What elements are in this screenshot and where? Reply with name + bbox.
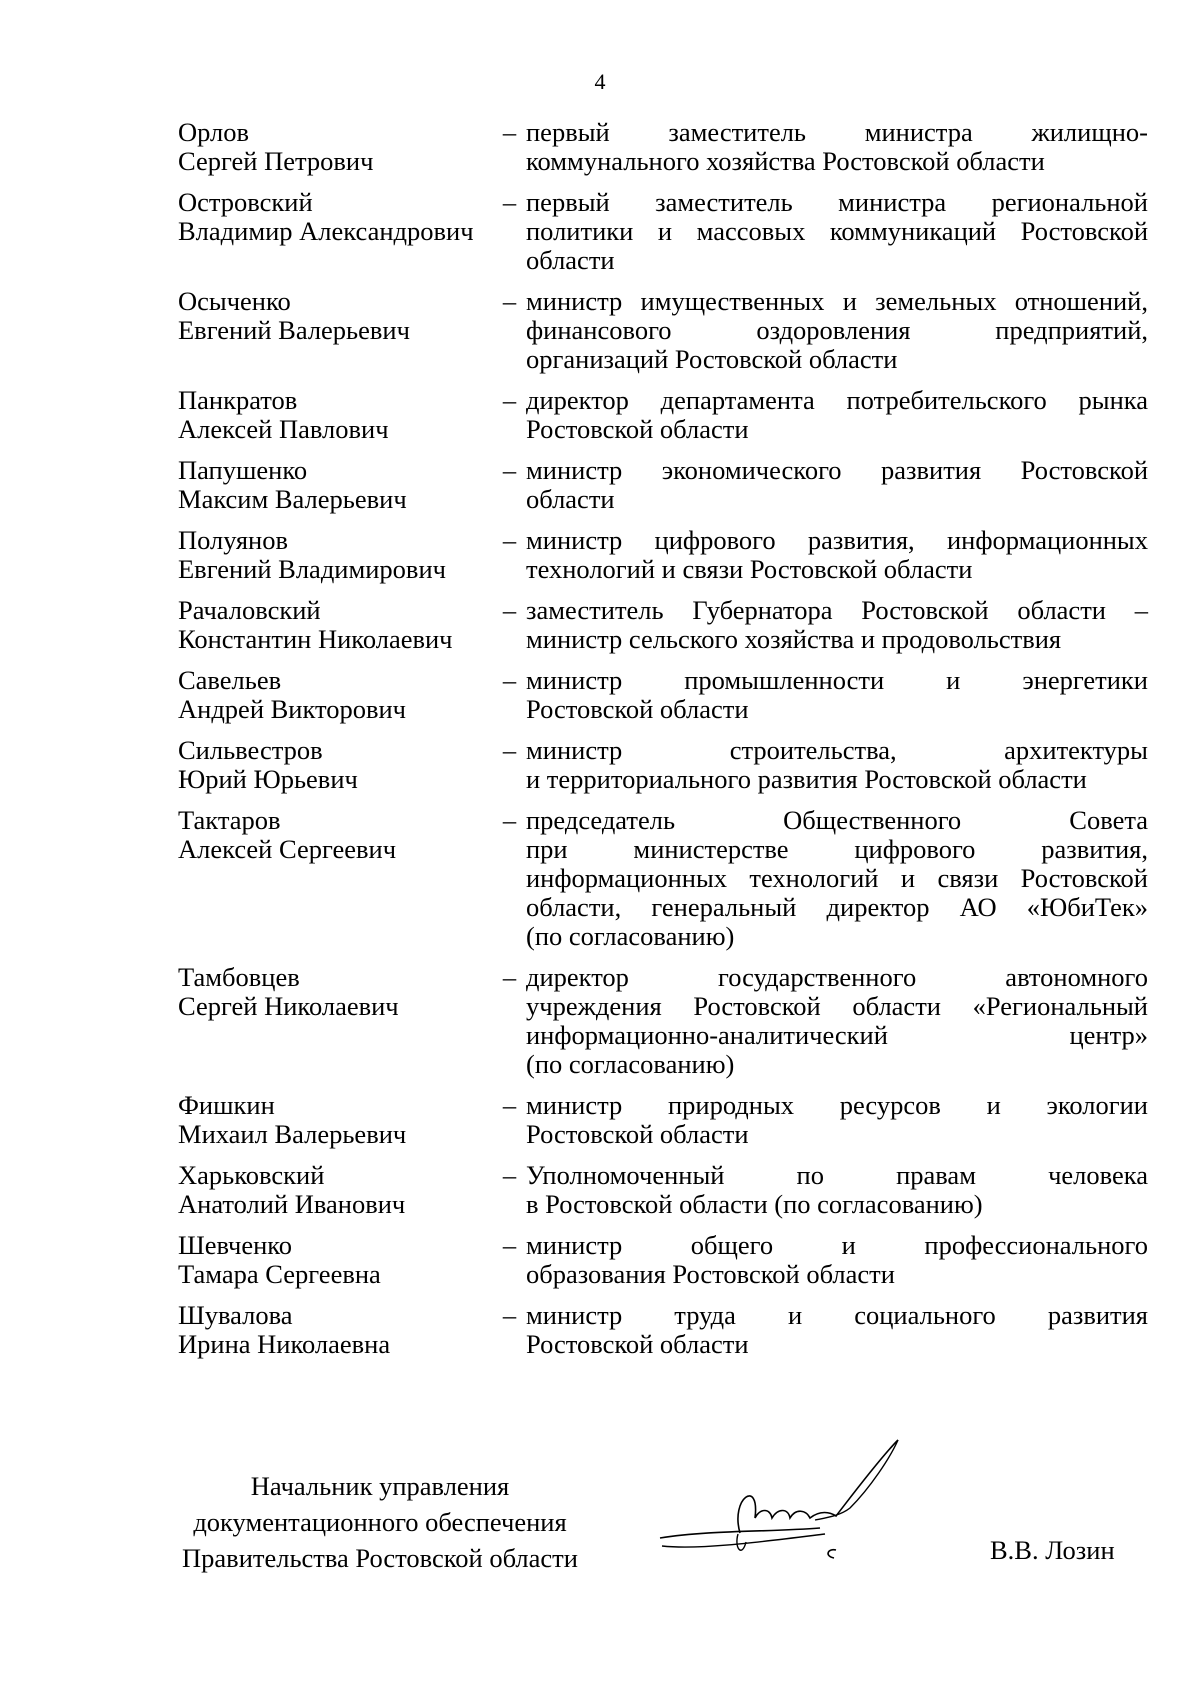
- member-row: [178, 386, 1148, 444]
- member-position-line: министр экономического развития Ростовской: [526, 455, 1148, 485]
- member-row: [178, 963, 1148, 1079]
- member-name: [178, 963, 493, 1079]
- member-surname: Папушенко: [178, 455, 308, 485]
- member-given-names: Евгений Владимирович: [178, 554, 446, 584]
- member-dash: –: [502, 1160, 517, 1190]
- member-position-line: области: [526, 484, 615, 514]
- member-position-line: директор департамента потребительского рынка: [526, 385, 1148, 415]
- member-position-line: министр имущественных и земельных отношений,: [526, 286, 1148, 316]
- member-position-line: Ростовской области: [526, 1329, 749, 1359]
- member-dash: –: [502, 665, 517, 695]
- member-position: [526, 1231, 1148, 1289]
- member-given-names: Владимир Александрович: [178, 216, 474, 246]
- member-dash: –: [502, 1300, 517, 1330]
- member-position: [526, 1161, 1148, 1219]
- member-given-names: Тамара Сергеевна: [178, 1259, 381, 1289]
- member-dash: –: [502, 525, 517, 555]
- member-given-names: Сергей Николаевич: [178, 991, 399, 1021]
- member-surname: Харьковский: [178, 1160, 325, 1190]
- member-dash: –: [502, 1230, 517, 1260]
- member-row: [178, 736, 1148, 794]
- member-name: [178, 806, 493, 951]
- signatory-title-line: Правительства Ростовской области: [182, 1543, 578, 1573]
- handwritten-signature: [650, 1438, 910, 1578]
- member-position-line: организаций Ростовской области: [526, 344, 898, 374]
- member-row: [178, 456, 1148, 514]
- member-row: [178, 526, 1148, 584]
- member-position: [526, 806, 1148, 951]
- member-position-line: коммунального хозяйства Ростовской области: [526, 146, 1045, 176]
- member-position-line: заместитель Губернатора Ростовской области –: [526, 595, 1148, 625]
- member-position-line: образования Ростовской области: [526, 1259, 895, 1289]
- member-surname: Полуянов: [178, 525, 288, 555]
- signatory-name: В.В. Лозин: [990, 1535, 1115, 1565]
- member-surname: Рачаловский: [178, 595, 321, 625]
- member-surname: Сильвестров: [178, 735, 323, 765]
- member-position-line: политики и массовых коммуникаций Ростовской: [526, 216, 1148, 246]
- member-position: [526, 118, 1148, 176]
- member-row: [178, 287, 1148, 374]
- member-position-line: директор государственного автономного: [526, 962, 1148, 992]
- member-dash: –: [502, 805, 517, 835]
- member-dash: –: [502, 962, 517, 992]
- member-position-line: Ростовской области: [526, 694, 749, 724]
- member-position-line: (по согласованию): [526, 921, 735, 951]
- member-position-line: первый заместитель министра жилищно-: [526, 117, 1148, 147]
- member-position: [526, 736, 1148, 794]
- member-surname: Осыченко: [178, 286, 291, 316]
- member-dash: –: [502, 735, 517, 765]
- member-position: [526, 526, 1148, 584]
- signatory-title: [160, 1468, 600, 1576]
- member-position-line: области, генеральный директор АО «ЮбиТек»: [526, 892, 1148, 922]
- member-position: [526, 456, 1148, 514]
- member-position-line: Уполномоченный по правам человека: [526, 1160, 1148, 1190]
- member-name: [178, 1231, 493, 1289]
- member-name: [178, 287, 493, 374]
- member-dash: –: [502, 117, 517, 147]
- member-given-names: Анатолий Иванович: [178, 1189, 406, 1219]
- member-position-line: в Ростовской области (по согласованию): [526, 1189, 983, 1219]
- member-surname: Тамбовцев: [178, 962, 300, 992]
- member-position-line: финансового оздоровления предприятий,: [526, 315, 1148, 345]
- member-name: [178, 1091, 493, 1149]
- member-row: [178, 806, 1148, 951]
- member-name: [178, 188, 493, 275]
- signatory-title-line: документационного обеспечения: [193, 1507, 567, 1537]
- member-position-line: при министерстве цифрового развития,: [526, 834, 1148, 864]
- member-given-names: Алексей Павлович: [178, 414, 389, 444]
- member-surname: Фишкин: [178, 1090, 275, 1120]
- member-name: [178, 1301, 493, 1359]
- member-surname: Шевченко: [178, 1230, 293, 1260]
- member-surname: Шувалова: [178, 1300, 293, 1330]
- member-dash: –: [502, 455, 517, 485]
- member-position-line: министр строительства, архитектуры: [526, 735, 1148, 765]
- member-surname: Тактаров: [178, 805, 281, 835]
- member-dash: –: [502, 187, 517, 217]
- member-given-names: Евгений Валерьевич: [178, 315, 410, 345]
- member-name: [178, 526, 493, 584]
- member-row: [178, 1161, 1148, 1219]
- member-row: [178, 596, 1148, 654]
- member-row: [178, 666, 1148, 724]
- member-position-line: технологий и связи Ростовской области: [526, 554, 973, 584]
- member-position: [526, 963, 1148, 1079]
- member-surname: Панкратов: [178, 385, 298, 415]
- member-position-line: и территориального развития Ростовской области: [526, 764, 1087, 794]
- member-row: [178, 1231, 1148, 1289]
- member-position-line: министр труда и социального развития: [526, 1300, 1148, 1330]
- member-position-line: первый заместитель министра региональной: [526, 187, 1148, 217]
- member-position-line: Ростовской области: [526, 414, 749, 444]
- member-position-line: Ростовской области: [526, 1119, 749, 1149]
- member-dash: –: [502, 385, 517, 415]
- member-position-line: области: [526, 245, 615, 275]
- member-position-line: учреждения Ростовской области «Региональный: [526, 991, 1148, 1021]
- member-name: [178, 666, 493, 724]
- member-row: [178, 1301, 1148, 1359]
- member-position-line: министр природных ресурсов и экологии: [526, 1090, 1148, 1120]
- member-position-line: (по согласованию): [526, 1049, 735, 1079]
- member-position: [526, 386, 1148, 444]
- member-name: [178, 456, 493, 514]
- member-given-names: Максим Валерьевич: [178, 484, 407, 514]
- member-given-names: Константин Николаевич: [178, 624, 453, 654]
- member-dash: –: [502, 286, 517, 316]
- member-row: [178, 118, 1148, 176]
- member-given-names: Андрей Викторович: [178, 694, 407, 724]
- member-position: [526, 596, 1148, 654]
- member-list: [178, 118, 1148, 1371]
- member-given-names: Алексей Сергеевич: [178, 834, 397, 864]
- member-name: [178, 1161, 493, 1219]
- member-surname: Островский: [178, 187, 313, 217]
- member-position-line: информационно-аналитический центр»: [526, 1020, 1148, 1050]
- member-position: [526, 666, 1148, 724]
- member-given-names: Михаил Валерьевич: [178, 1119, 407, 1149]
- page-number: 4: [594, 69, 606, 94]
- member-dash: –: [502, 1090, 517, 1120]
- member-name: [178, 118, 493, 176]
- member-dash: –: [502, 595, 517, 625]
- member-given-names: Ирина Николаевна: [178, 1329, 391, 1359]
- member-position: [526, 1301, 1148, 1359]
- member-given-names: Сергей Петрович: [178, 146, 374, 176]
- member-position: [526, 188, 1148, 275]
- member-name: [178, 736, 493, 794]
- member-position-line: министр сельского хозяйства и продовольствия: [526, 624, 1062, 654]
- member-position-line: министр общего и профессионального: [526, 1230, 1148, 1260]
- member-name: [178, 596, 493, 654]
- member-surname: Орлов: [178, 117, 250, 147]
- member-position: [526, 287, 1148, 374]
- member-position-line: информационных технологий и связи Ростовской: [526, 863, 1148, 893]
- member-row: [178, 1091, 1148, 1149]
- signatory-title-line: Начальник управления: [250, 1471, 510, 1501]
- member-name: [178, 386, 493, 444]
- member-surname: Савельев: [178, 665, 282, 695]
- member-position-line: министр цифрового развития, информационных: [526, 525, 1148, 555]
- member-position-line: председатель Общественного Совета: [526, 805, 1148, 835]
- member-row: [178, 188, 1148, 275]
- member-position: [526, 1091, 1148, 1149]
- member-position-line: министр промышленности и энергетики: [526, 665, 1148, 695]
- member-given-names: Юрий Юрьевич: [178, 764, 358, 794]
